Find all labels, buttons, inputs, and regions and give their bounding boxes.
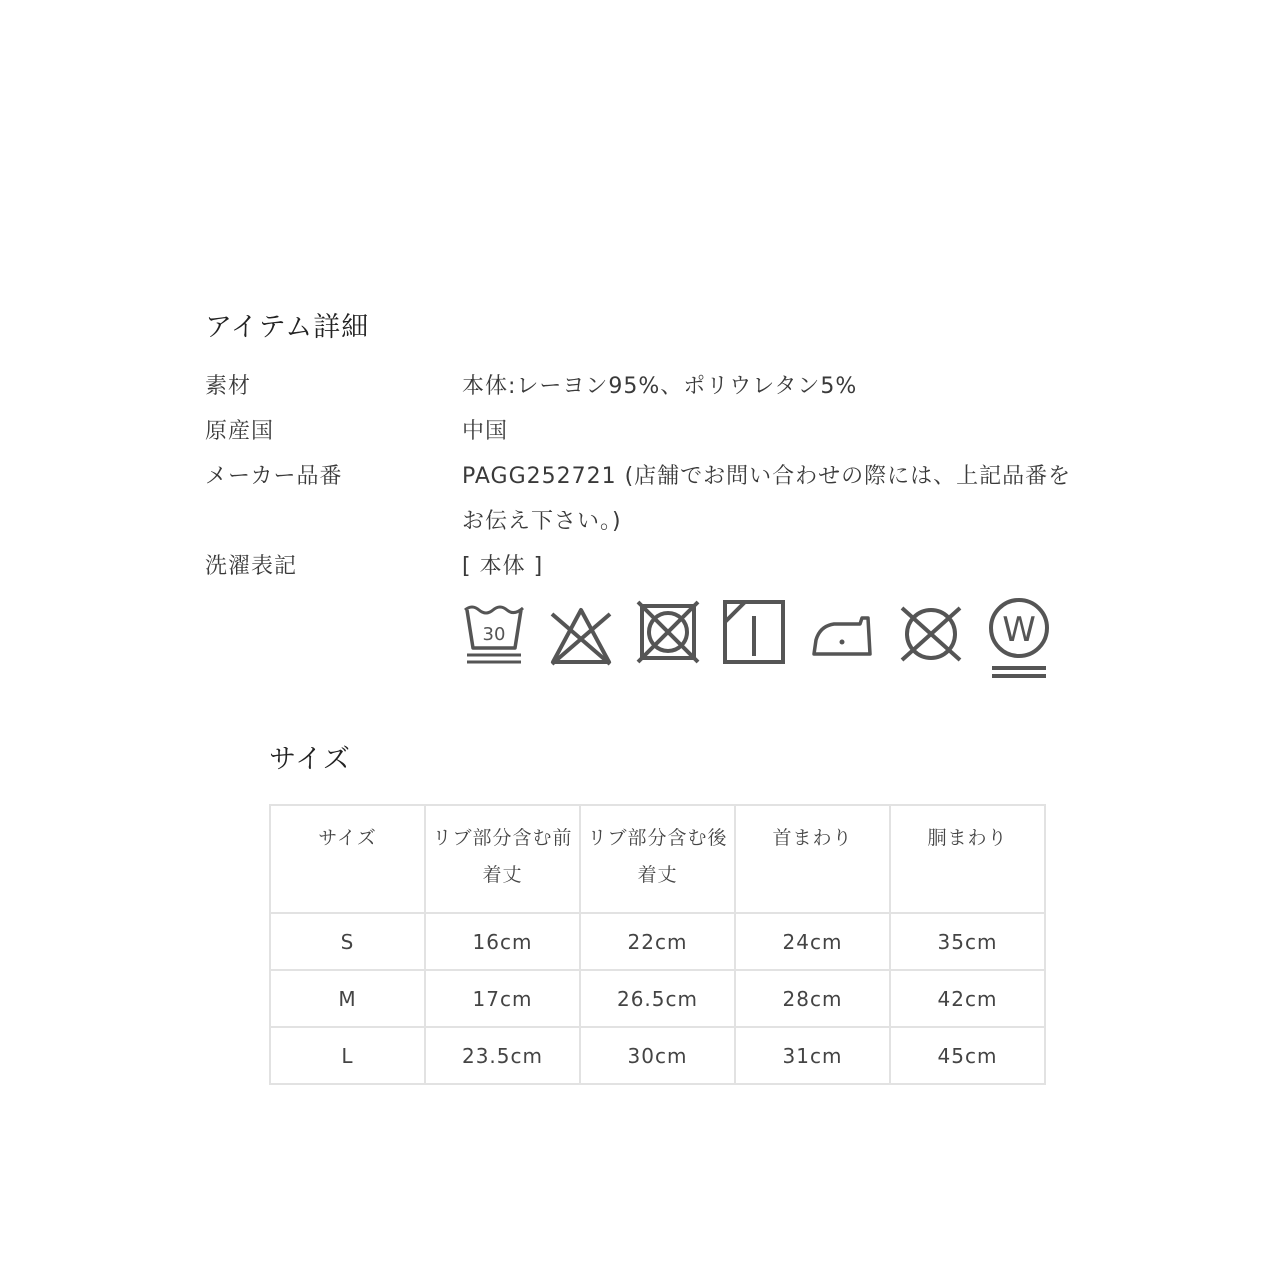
table-cell: 45cm — [890, 1027, 1045, 1084]
size-table — [269, 804, 1046, 1085]
wash-30-gentle-icon — [462, 596, 526, 666]
detail-row-material — [205, 364, 1105, 409]
table-cell: 30cm — [580, 1027, 735, 1084]
table-cell: 31cm — [735, 1027, 890, 1084]
no-bleach-icon — [548, 596, 614, 666]
detail-value: PAGG252721 (店舗でお問い合わせの際には、上記品番をお伝え下さい。) — [462, 464, 1072, 534]
detail-row-care-label — [205, 544, 1105, 589]
line-dry-shade-icon — [722, 596, 788, 666]
detail-label: 素材 — [205, 374, 252, 399]
detail-value: 本体:レーヨン95%、ポリウレタン5% — [462, 374, 858, 399]
table-header-cell: 首まわり — [735, 805, 890, 913]
iron-low-icon — [810, 596, 876, 666]
table-cell: 28cm — [735, 970, 890, 1027]
care-icons — [462, 596, 1074, 688]
table-cell: 16cm — [425, 913, 580, 970]
table-cell: 35cm — [890, 913, 1045, 970]
table-cell: 17cm — [425, 970, 580, 1027]
table-header-cell: 胴まわり — [890, 805, 1045, 913]
table-cell: 23.5cm — [425, 1027, 580, 1084]
item-details-list — [205, 364, 1105, 589]
no-dry-clean-icon — [898, 596, 964, 666]
no-tumble-dry-icon — [636, 596, 700, 666]
table-row — [270, 913, 1045, 970]
detail-label: メーカー品番 — [205, 464, 343, 489]
wet-clean-very-gentle-icon — [986, 596, 1052, 688]
item-details-title: アイテム詳細 — [205, 312, 370, 343]
detail-label: 洗濯表記 — [205, 554, 298, 579]
detail-value: [ 本体 ] — [462, 554, 544, 579]
detail-value: 中国 — [462, 419, 509, 444]
table-cell: 22cm — [580, 913, 735, 970]
table-cell: 24cm — [735, 913, 890, 970]
table-cell: M — [270, 970, 425, 1027]
size-section-title: サイズ — [269, 744, 351, 775]
table-row — [270, 970, 1045, 1027]
wash-temp-text: 30 — [482, 624, 506, 645]
table-header-row — [270, 805, 1045, 913]
detail-row-product-number — [205, 454, 1105, 544]
table-cell: 42cm — [890, 970, 1045, 1027]
table-cell: 26.5cm — [580, 970, 735, 1027]
table-header-cell: サイズ — [270, 805, 425, 913]
detail-row-origin — [205, 409, 1105, 454]
table-header-cell: リブ部分含む前着丈 — [425, 805, 580, 913]
table-row — [270, 1027, 1045, 1084]
table-cell: S — [270, 913, 425, 970]
table-cell: L — [270, 1027, 425, 1084]
wet-clean-text: W — [1002, 610, 1036, 650]
detail-label: 原産国 — [205, 419, 275, 444]
table-header-cell: リブ部分含む後着丈 — [580, 805, 735, 913]
